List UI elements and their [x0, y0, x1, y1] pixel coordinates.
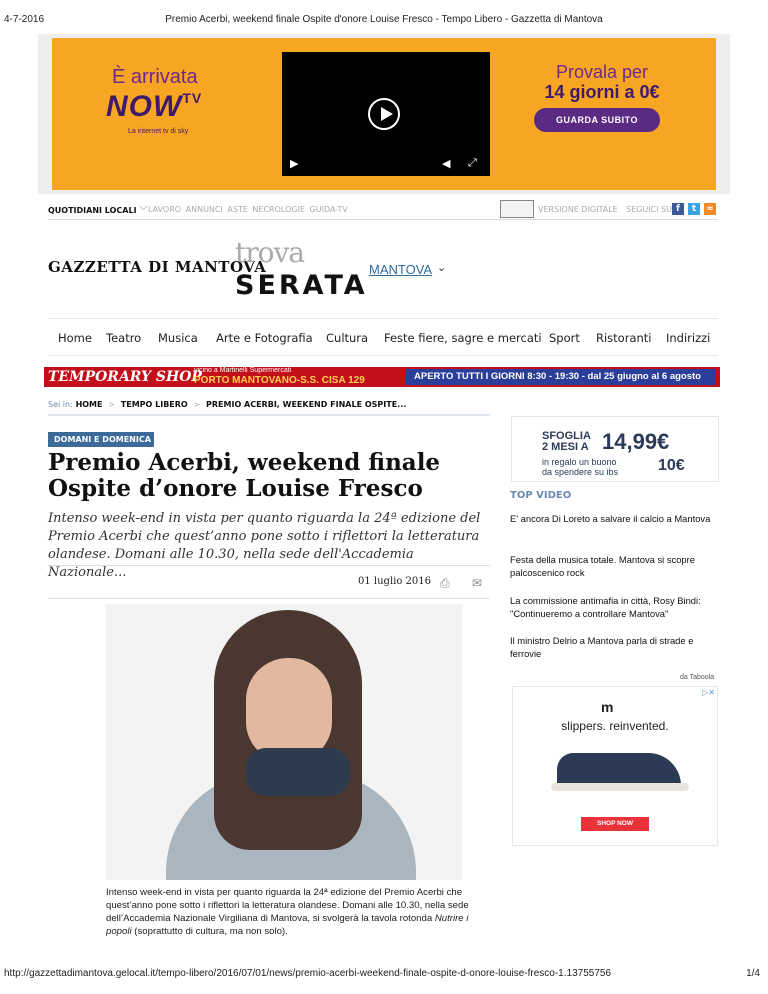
ad-video-player[interactable]: [282, 52, 490, 176]
top-video-title: TOP VIDEO: [510, 490, 572, 501]
now-tv-ad[interactable]: [52, 38, 716, 190]
video-link[interactable]: Festa della musica totale. Mantova si scopre palcoscenico rock: [510, 554, 695, 578]
nav-item-arte[interactable]: Arte e Fotografia: [216, 331, 313, 345]
nav-item-musica[interactable]: Musica: [158, 331, 198, 345]
article-date: 01 luglio 2016: [358, 576, 431, 587]
ibs-price: 14,99€: [602, 429, 670, 454]
nav-item-ristoranti[interactable]: Ristoranti: [596, 331, 652, 345]
main-nav: [48, 318, 718, 356]
video-link[interactable]: La commissione antimafia in città, Rosy Bindi: "Continueremo a controllare Mantova": [510, 595, 701, 619]
email-icon[interactable]: ✉: [472, 576, 483, 590]
city-selector[interactable]: MANTOVA: [369, 262, 433, 277]
seguici-label: SEGUICI SU: [626, 205, 672, 214]
tshop-location: vicino a Martinelli Supermercati PORTO MANTOVANO-S.S. CISA 129: [194, 367, 365, 386]
ad-banner-container: [38, 34, 730, 194]
breadcrumb-current: PREMIO ACERBI, WEEKEND FINALE OSPITE...: [206, 400, 407, 409]
article-subhead: Intenso week-end in vista per quanto riguarda la 24ª edizione del Premio Acerbi che quest’anno pone sotto i riflettori la letteratura olandese. Domani alle 10.30, nella sede dell'Accademia Nazionale...: [48, 511, 481, 580]
chevron-down-icon: ﹀: [139, 206, 148, 215]
ad-choices-icon[interactable]: ▷✕: [702, 688, 715, 697]
temporary-shop-banner[interactable]: [44, 367, 720, 387]
slippers-text: slippers. reinvented.: [561, 719, 669, 733]
article-dateline: [48, 565, 490, 599]
play-icon[interactable]: [368, 98, 400, 130]
breadcrumb-label: Sei in:: [48, 400, 73, 409]
section-tag[interactable]: DOMANI E DOMENICA: [48, 432, 154, 447]
nav-item-feste[interactable]: Feste fiere, sagre e mercati: [384, 331, 542, 345]
breadcrumb: Sei in: HOME > TEMPO LIBERO > PREMIO ACERBI, WEEKEND FINALE OSPITE...: [48, 400, 490, 416]
fullscreen-icon[interactable]: ⤢: [468, 157, 477, 169]
ibs-offer: SFOGLIA 2 MESI A: [542, 430, 591, 453]
guarda-subito-button[interactable]: GUARDA SUBITO: [534, 108, 660, 132]
twitter-icon[interactable]: t: [688, 203, 700, 215]
trova-logo[interactable]: trova: [235, 236, 305, 269]
article-caption: Intenso week-end in vista per quanto riguarda la 24ª edizione del Premio Acerbi che quest’anno pone sotto i riflettori la letteratura olandese. Domani alle 10.30, nella sede dell’Accademia Nazionale Virgiliana di Mantova, si svolgerà la tavola rotonda Nutrire i popoli (soprattutto di cultura, ma non solo).: [106, 887, 469, 937]
tshop-hours: APERTO TUTTI I GIORNI 8:30 - 19:30 - dal 25 giugno al 6 agosto: [406, 369, 716, 385]
video-link[interactable]: Il ministro Delrio a Mantova parla di strade e ferrovie: [510, 635, 694, 659]
nav-item-teatro[interactable]: Teatro: [106, 331, 142, 345]
ad-offer: Provala per 14 giorni a 0€: [544, 62, 660, 102]
tshop-title: TEMPORARY SHOP: [48, 369, 202, 385]
ibs-gift-value: 10€: [658, 457, 685, 474]
volume-icon[interactable]: ◀: [442, 158, 451, 170]
slippers-logo: m: [601, 699, 614, 715]
quotidiani-locali-menu[interactable]: QUOTIDIANI LOCALI ﹀: [48, 206, 148, 215]
breadcrumb-section[interactable]: TEMPO LIBERO: [120, 400, 188, 409]
ibs-gift: in regalo un buono da spendere su ibs: [542, 457, 619, 477]
newspaper-icon[interactable]: [500, 200, 534, 218]
print-url: http://gazzettadimantova.gelocal.it/tempo-libero/2016/07/01/news/premio-acerbi-weekend-finale-ospite-d-onore-louise-fresco-1.13755756: [4, 968, 612, 979]
nav-item-indirizzi[interactable]: Indirizzi: [666, 331, 711, 345]
print-title: Premio Acerbi, weekend finale Ospite d'onore Louise Fresco - Tempo Libero - Gazzetta di Mantova: [165, 14, 603, 25]
ibs-ad[interactable]: [511, 416, 719, 482]
article-headline: Premio Acerbi, weekend finale Ospite d’onore Louise Fresco: [48, 449, 441, 502]
shop-now-button[interactable]: SHOP NOW: [581, 817, 649, 831]
now-tv-logo: $NOW^{TV}$: [106, 90, 203, 123]
breadcrumb-home[interactable]: HOME: [75, 400, 103, 409]
taboola-credit[interactable]: da Taboola: [680, 674, 715, 681]
slippers-ad[interactable]: [512, 686, 718, 846]
nav-item-sport[interactable]: Sport: [549, 331, 580, 345]
print-header: [0, 14, 768, 28]
article-photo: [106, 604, 462, 880]
nav-item-cultura[interactable]: Cultura: [326, 331, 369, 345]
video-link[interactable]: E' ancora Di Loreto a salvare il calcio a Mantova: [510, 513, 711, 524]
facebook-icon[interactable]: f: [672, 203, 684, 215]
ad-tagline: La internet tv di sky: [128, 128, 189, 135]
print-icon[interactable]: ⎙: [440, 576, 450, 590]
top-utility-bar: [48, 200, 718, 220]
nav-item-home[interactable]: Home: [58, 331, 92, 345]
topbar-links[interactable]: LAVORO ANNUNCI ASTE NECROLOGIE GUIDA-TV: [148, 205, 348, 214]
chevron-down-icon[interactable]: ⌄: [437, 262, 447, 274]
serata-logo[interactable]: SERATA: [235, 270, 368, 301]
gazzetta-logo[interactable]: GAZZETTA DI MANTOVA: [48, 258, 267, 276]
versione-digitale-link[interactable]: VERSIONE DIGITALE: [538, 205, 618, 214]
play-small-icon[interactable]: ▶: [290, 158, 299, 170]
print-page: 1/4: [746, 968, 760, 979]
rss-icon[interactable]: ≈: [704, 203, 716, 215]
ad-headline: È arrivata: [112, 66, 198, 88]
print-date: 4-7-2016: [4, 14, 45, 25]
